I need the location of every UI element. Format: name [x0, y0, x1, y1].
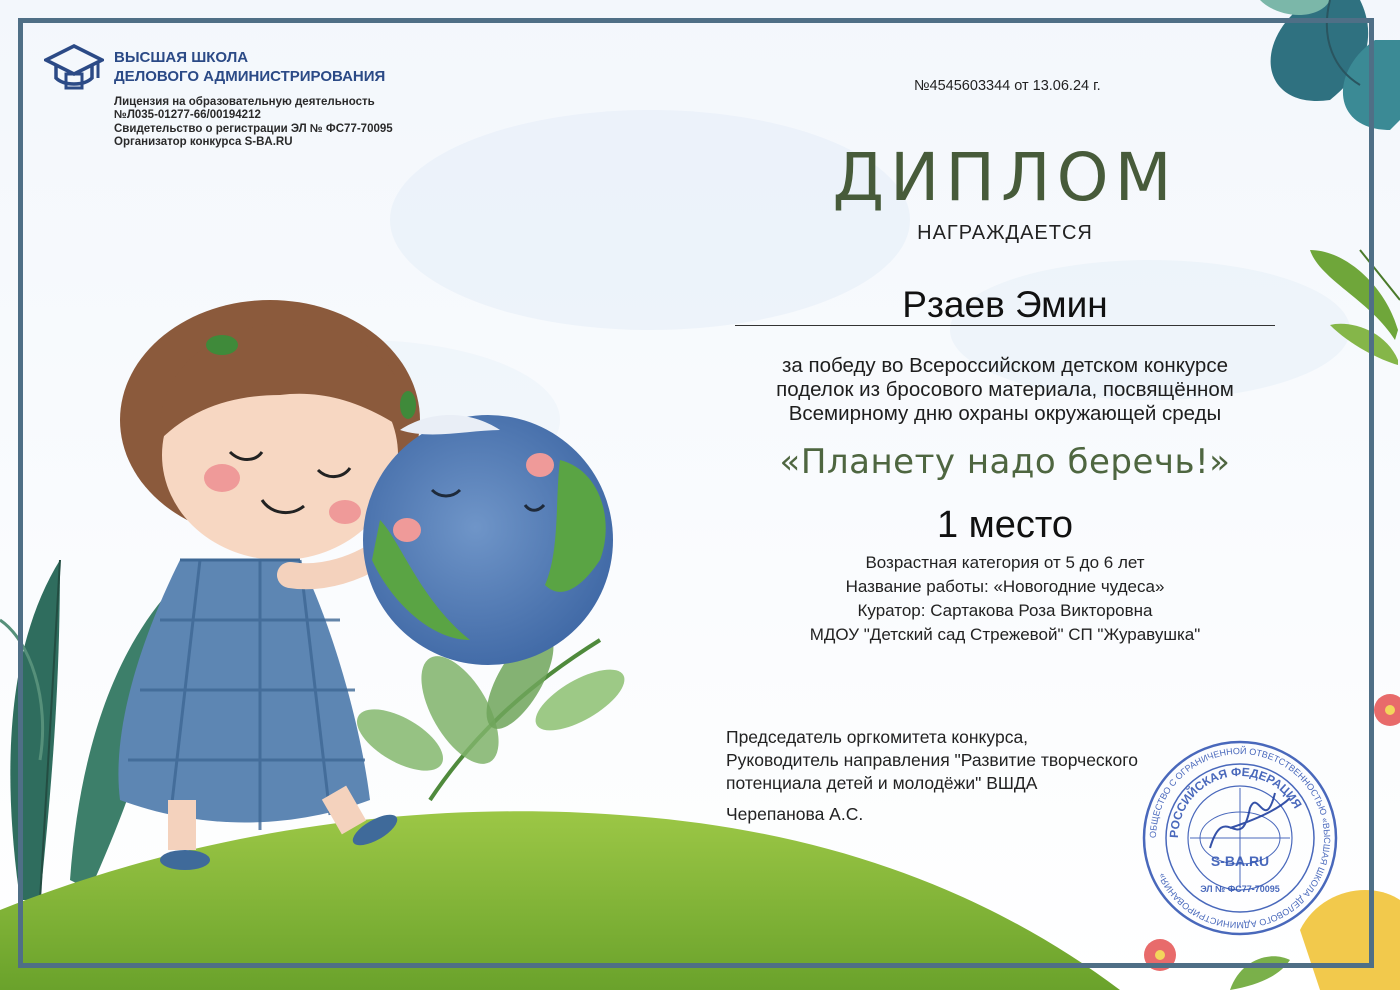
svg-text:РОССИЙСКАЯ ФЕДЕРАЦИЯ: РОССИЙСКАЯ ФЕДЕРАЦИЯ	[1166, 764, 1305, 839]
svg-text:S-BA.RU: S-BA.RU	[1210, 853, 1270, 869]
document-number: №4545603344 от 13.06.24 г.	[914, 78, 1101, 94]
award-details	[735, 551, 1275, 647]
graduation-cap-icon	[44, 44, 104, 96]
age-category: Возрастная категория от 5 до 6 лет	[865, 553, 1145, 572]
description-line2: поделок из бросового материала, посвящённом	[776, 378, 1234, 401]
award-description	[735, 354, 1275, 426]
work-title: Название работы: «Новогодние чудеса»	[845, 577, 1165, 596]
svg-text:ЭЛ № ФС77-70095: ЭЛ № ФС77-70095	[1200, 884, 1280, 894]
curator: Куратор: Сартакова Роза Викторовна	[857, 601, 1153, 620]
org-name-line2: ДЕЛОВОГО АДМИНИСТРИРОВАНИЯ	[114, 68, 386, 85]
description-line1: за победу во Всероссийском детском конкурсе	[782, 354, 1228, 377]
place-award: 1 место	[936, 504, 1074, 546]
diploma-title: ДИПЛОМ	[832, 139, 1178, 216]
contest-name: «Планету надо беречь!»	[779, 442, 1231, 482]
official-stamp	[1140, 738, 1340, 938]
description-line3: Всемирному дню охраны окружающей среды	[788, 402, 1222, 425]
organization-name	[114, 48, 385, 86]
license-info	[114, 96, 393, 149]
license-line1: Лицензия на образовательную деятельность	[114, 96, 375, 108]
awarded-label: НАГРАЖДАЕТСЯ	[917, 222, 1093, 244]
license-line2: №Л035-01277-66/00194212	[114, 109, 261, 122]
svg-text:ОБЩЕСТВО С ОГРАНИЧЕННОЙ ОТВЕТС: ОБЩЕСТВО С ОГРАНИЧЕННОЙ ОТВЕТСТВЕННОСТЬЮ «ВЫСШАЯ ШКОЛА ДЕЛОВОГО АДМИНИСТРИРОВАНИЯ»	[1147, 745, 1333, 931]
signature-block	[726, 726, 1138, 795]
recipient-name: Рзаев Эмин	[902, 284, 1108, 325]
license-line3: Свидетельство о регистрации ЭЛ № ФС77-70095	[114, 122, 393, 135]
institution: МДОУ "Детский сад Стрежевой" СП "Журавушка"	[809, 625, 1201, 644]
signature-line2: Руководитель направления "Развитие творческого	[726, 750, 1138, 770]
name-underline	[735, 325, 1275, 326]
org-name-line1: ВЫСШАЯ ШКОЛА	[114, 49, 249, 66]
signer-name: Черепанова А.С.	[726, 804, 864, 824]
signature-line1: Председатель оргкомитета конкурса,	[726, 727, 1029, 747]
license-line4: Организатор конкурса S-BA.RU	[114, 135, 293, 148]
signature-line3: потенциала детей и молодёжи" ВШДА	[726, 773, 1038, 793]
